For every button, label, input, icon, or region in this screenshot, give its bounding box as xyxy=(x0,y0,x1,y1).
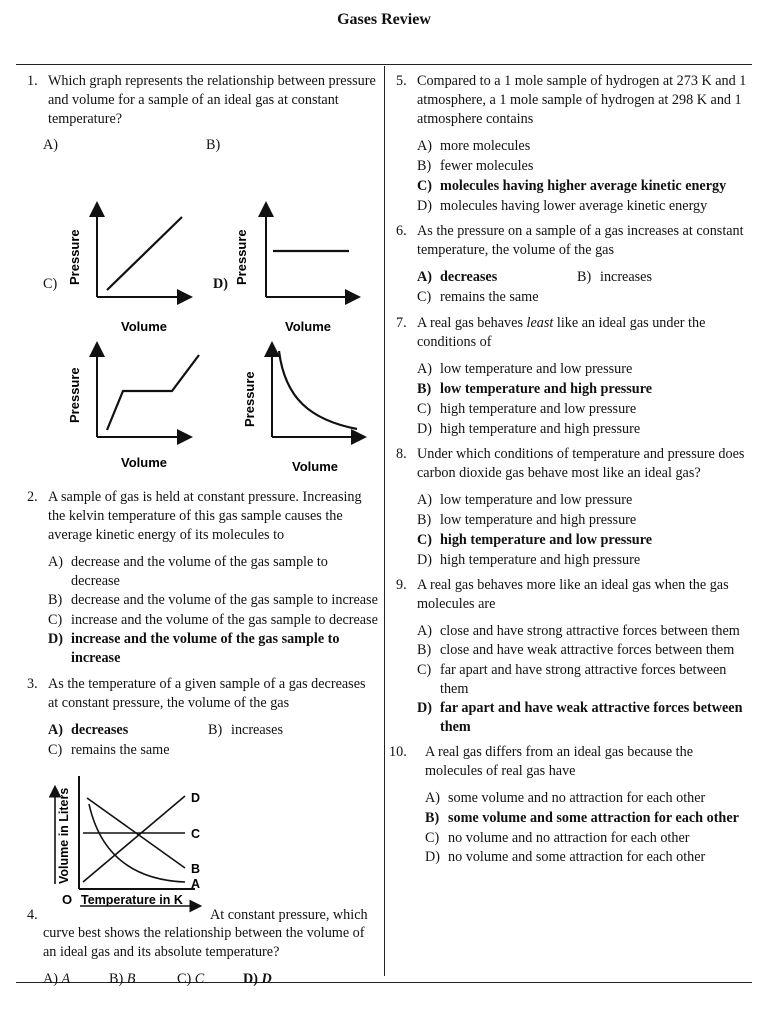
option-d xyxy=(417,197,748,216)
option-text: some volume and no attraction for each other xyxy=(448,790,706,807)
option-d xyxy=(417,551,748,570)
option-letter: C) xyxy=(417,662,432,678)
option-b xyxy=(109,970,177,989)
option-text: no volume and some attraction for each other xyxy=(448,849,706,866)
option-b xyxy=(208,721,283,740)
q4-text-line1 xyxy=(27,906,379,925)
question-text-emphasis: least xyxy=(526,315,554,332)
option-text: increases xyxy=(600,268,652,285)
option-letter: B) xyxy=(417,158,432,175)
option-c xyxy=(417,400,748,419)
option-text: low temperature and high pressure xyxy=(440,512,637,529)
left-column xyxy=(27,72,379,989)
question-text: As the pressure on a sample of a gas increases at constant temperature, the volume of the gas xyxy=(417,222,744,258)
question-2 xyxy=(27,488,379,668)
option-letter: B) xyxy=(417,642,432,659)
option-a xyxy=(417,360,748,379)
option-letter: D) xyxy=(417,700,432,717)
question-4 xyxy=(27,776,379,989)
graph-c xyxy=(67,345,199,470)
option-text: increase and the volume of the gas sample to increase xyxy=(71,631,340,666)
column-divider xyxy=(384,66,385,976)
question-text: Under which conditions of temperature and pressure does carbon dioxide gas behave most like an ideal gas? xyxy=(417,445,745,481)
axis-label-pressure: Pressure xyxy=(242,371,257,427)
option-a xyxy=(417,268,577,287)
option-c xyxy=(48,611,379,630)
option-text: low temperature and high pressure xyxy=(440,381,653,398)
question-6 xyxy=(396,222,748,307)
answer-options xyxy=(417,360,748,439)
answer-options xyxy=(48,553,379,668)
option-letter: D) xyxy=(425,849,440,866)
question-number: 4. xyxy=(27,906,38,923)
option-letter: B) xyxy=(425,809,440,826)
option-text: increase and the volume of the gas sample to decrease xyxy=(71,611,378,628)
option-a xyxy=(48,721,208,740)
option-text: remains the same xyxy=(440,289,539,306)
q4-xlabel: Temperature in K xyxy=(81,892,183,907)
question-number: 1. xyxy=(27,73,38,89)
option-text: D xyxy=(261,970,272,987)
option-c xyxy=(48,741,379,760)
option-b xyxy=(417,380,748,399)
option-letter: C) xyxy=(425,829,440,846)
question-number: 9. xyxy=(396,576,407,593)
answer-options xyxy=(417,789,748,866)
option-text: decrease and the volume of the gas sample to increase xyxy=(71,592,378,609)
question-3 xyxy=(27,675,379,760)
option-letter: D) xyxy=(417,198,432,215)
option-c xyxy=(417,177,748,196)
option-letter: B) xyxy=(577,268,592,285)
axis-label-volume: Volume xyxy=(121,319,167,334)
option-text: high temperature and low pressure xyxy=(440,532,653,549)
option-a xyxy=(48,553,379,590)
question-text-inline: At constant pressure, which xyxy=(210,906,368,923)
graph-label-d: D) xyxy=(213,276,228,292)
answer-options xyxy=(48,721,379,760)
option-a xyxy=(417,622,748,641)
axis-label-volume: Volume xyxy=(292,459,338,474)
option-text: far apart and have strong attractive forces between them xyxy=(440,662,727,697)
question-text-b: like an ideal gas under the conditions of xyxy=(417,315,706,351)
option-letter: B) xyxy=(48,592,63,609)
axis-label-pressure: Pressure xyxy=(234,229,249,285)
option-c xyxy=(425,829,748,848)
option-row xyxy=(417,268,748,287)
question-number: 5. xyxy=(396,73,407,89)
option-letter: A) xyxy=(425,790,440,807)
option-text: close and have weak attractive forces between them xyxy=(440,642,735,659)
question-number: 7. xyxy=(396,315,407,332)
q1-graph-svg xyxy=(27,137,379,482)
option-letter: C) xyxy=(417,532,432,549)
option-text: remains the same xyxy=(71,742,170,759)
option-d xyxy=(417,699,748,736)
option-d xyxy=(243,970,272,989)
option-text: more molecules xyxy=(440,138,531,154)
graph-label-a: A) xyxy=(43,137,58,153)
option-text: C xyxy=(194,970,205,987)
option-text: low temperature and low pressure xyxy=(440,491,633,508)
option-text: decreases xyxy=(440,268,498,285)
option-text: A xyxy=(61,970,71,987)
option-letter: A) xyxy=(417,138,432,154)
option-d xyxy=(425,848,748,867)
option-letter: D) xyxy=(243,970,258,987)
graph-d xyxy=(242,345,363,474)
option-a xyxy=(43,970,109,989)
curve-label-d: D xyxy=(191,790,201,805)
option-c xyxy=(417,531,748,550)
option-d xyxy=(417,420,748,439)
question-text: Which graph represents the relationship between pressure and volume for a sample of an ideal gas at constant temperature? xyxy=(48,73,376,127)
question-text-a: A real gas behaves xyxy=(417,315,527,332)
option-text: low temperature and low pressure xyxy=(440,361,633,378)
option-b xyxy=(577,268,652,287)
option-letter: C) xyxy=(48,742,63,759)
q4-ylabel: Volume in Liters xyxy=(57,787,71,884)
option-text: no volume and no attraction for each other xyxy=(448,829,690,846)
option-d xyxy=(48,630,379,667)
answer-options xyxy=(417,622,748,737)
page-title: Gases Review xyxy=(337,11,431,28)
question-number: 3. xyxy=(27,675,38,692)
option-text: increases xyxy=(231,721,283,738)
q4-text xyxy=(27,924,379,989)
option-b xyxy=(417,511,748,530)
question-number: 8. xyxy=(396,445,407,462)
option-text: decreases xyxy=(71,721,129,738)
option-letter: C) xyxy=(417,289,432,306)
option-a xyxy=(425,789,748,808)
option-letter: C) xyxy=(417,178,432,195)
option-letter: A) xyxy=(417,268,432,285)
answer-options xyxy=(417,491,748,570)
answer-options xyxy=(417,137,748,216)
option-letter: A) xyxy=(43,970,58,987)
option-b xyxy=(417,641,748,660)
right-column xyxy=(389,72,748,867)
option-letter: A) xyxy=(417,491,432,508)
option-letter: B) xyxy=(417,512,432,529)
question-text: curve best shows the relationship between the volume of an ideal gas and its absolute temperature? xyxy=(43,924,365,960)
question-text: A sample of gas is held at constant pressure. Increasing the kelvin temperature of this gas sample causes the average kinetic energy of its molecules to xyxy=(48,489,362,543)
option-c xyxy=(177,970,243,989)
q4-graph-svg xyxy=(27,776,379,916)
graph-b xyxy=(234,205,357,334)
option-text: molecules having higher average kinetic energy xyxy=(440,178,727,195)
option-letter: A) xyxy=(417,361,432,378)
question-5 xyxy=(396,72,748,216)
curve-label-c: C xyxy=(191,826,201,841)
option-letter: C) xyxy=(48,611,63,628)
option-text: high temperature and low pressure xyxy=(440,401,637,418)
option-a xyxy=(417,137,748,156)
answer-options xyxy=(43,970,379,989)
top-divider xyxy=(16,64,752,65)
option-c xyxy=(417,288,748,307)
question-text: A real gas differs from an ideal gas because the molecules of real gas have xyxy=(425,744,694,780)
question-8 xyxy=(396,445,748,570)
option-letter: B) xyxy=(109,970,124,987)
question-number: 10. xyxy=(389,744,407,761)
question-text: A real gas behaves more like an ideal gas when the gas molecules are xyxy=(417,576,729,612)
option-letter: B) xyxy=(417,381,432,398)
option-a xyxy=(417,491,748,510)
option-letter: D) xyxy=(417,421,432,438)
option-text: molecules having lower average kinetic energy xyxy=(440,198,708,215)
question-text: Compared to a 1 mole sample of hydrogen at 273 K and 1 atmosphere, a 1 mole sample of hydrogen at 298 K and 1 atmosphere contains xyxy=(417,73,747,127)
graph-label-c: C) xyxy=(43,276,58,292)
question-9 xyxy=(396,576,748,737)
question-number: 6. xyxy=(396,222,407,239)
option-text: B xyxy=(126,970,136,987)
option-letter: A) xyxy=(48,721,63,738)
option-text: high temperature and high pressure xyxy=(440,552,641,569)
question-text: As the temperature of a given sample of a gas decreases at constant pressure, the volume of the gas xyxy=(48,675,366,711)
option-text: far apart and have weak attractive forces between them xyxy=(440,700,743,735)
option-text: fewer molecules xyxy=(440,158,534,175)
question-1 xyxy=(27,72,379,129)
axis-label-pressure: Pressure xyxy=(67,229,82,285)
option-letter: C) xyxy=(177,970,192,987)
curve-label-a: A xyxy=(191,876,201,891)
answer-options xyxy=(417,268,748,307)
option-b xyxy=(48,591,379,610)
option-letter: B) xyxy=(208,721,223,738)
option-letter: A) xyxy=(48,554,63,570)
option-letter: D) xyxy=(417,552,432,569)
option-letter: D) xyxy=(48,631,63,648)
curve-a xyxy=(89,804,185,882)
graph-label-b: B) xyxy=(206,137,221,153)
option-c xyxy=(417,661,748,698)
q4-origin: O xyxy=(62,891,73,907)
option-b xyxy=(425,809,748,828)
question-10 xyxy=(389,743,748,866)
axis-label-pressure: Pressure xyxy=(67,367,82,423)
curve-label-b: B xyxy=(191,861,201,876)
graph-a xyxy=(67,205,189,334)
option-b xyxy=(417,157,748,176)
axis-label-volume: Volume xyxy=(285,319,331,334)
option-text: close and have strong attractive forces between them xyxy=(440,622,740,639)
axis-label-volume: Volume xyxy=(121,455,167,470)
option-text: some volume and some attraction for each other xyxy=(448,809,739,826)
q1-graphs xyxy=(27,137,379,482)
question-number: 2. xyxy=(27,489,38,505)
option-text: high temperature and high pressure xyxy=(440,421,641,438)
option-letter: C) xyxy=(417,401,432,418)
option-letter: A) xyxy=(417,622,432,639)
option-row xyxy=(48,721,379,740)
option-text: decrease and the volume of the gas sample to decrease xyxy=(71,554,328,589)
question-7 xyxy=(396,314,748,439)
